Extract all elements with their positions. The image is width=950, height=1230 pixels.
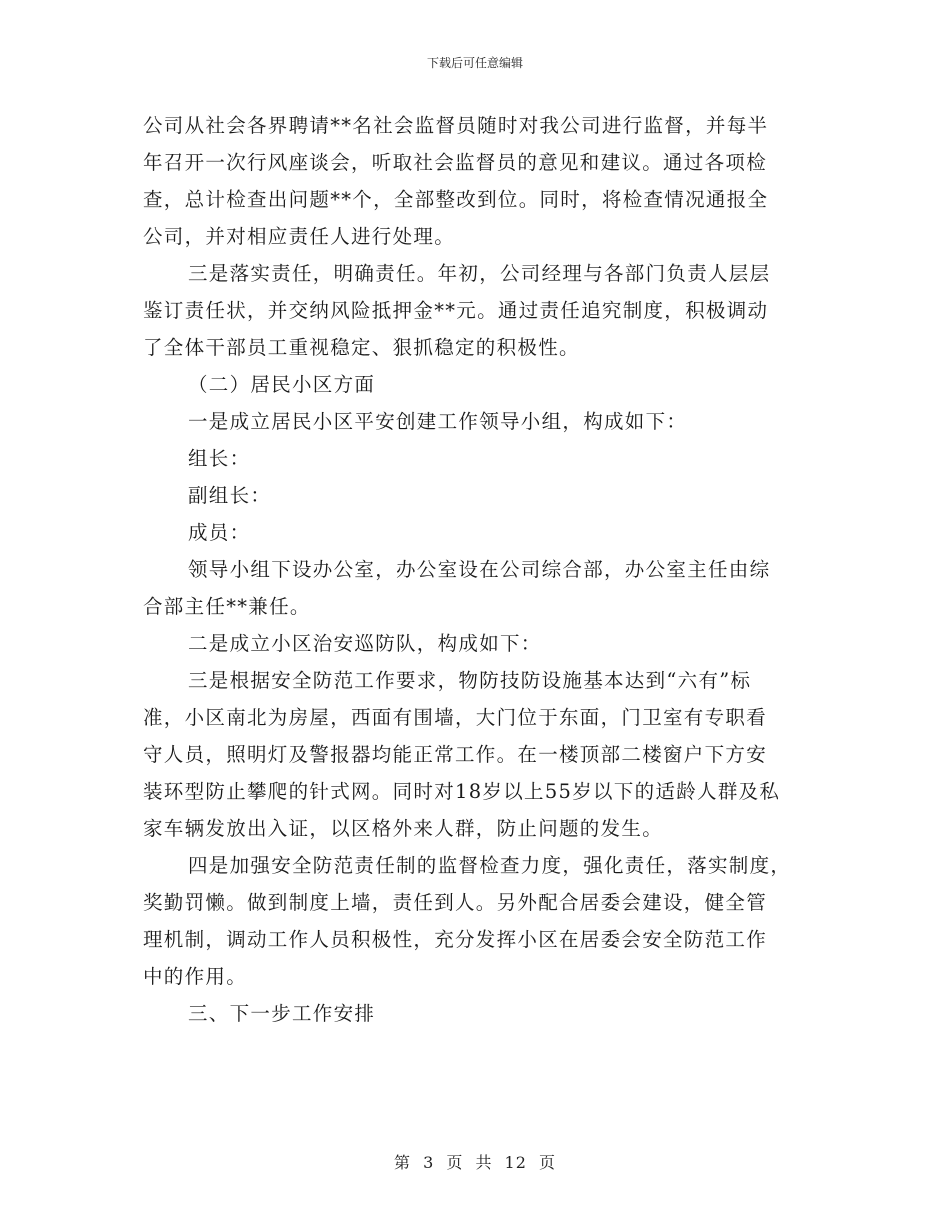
text-line: 三是根据安全防范工作要求，物防技防设施基本达到“六有”标 <box>188 669 752 692</box>
text-line: 领导小组下设办公室，办公室设在公司综合部，办公室主任由综 <box>188 558 771 581</box>
text-line: 四是加强安全防范责任制的监督检查力度，强化责任，落实制度， <box>188 854 792 877</box>
text-line: 一是成立居民小区平安创建工作领导小组，构成如下： <box>188 410 688 433</box>
text-line: 鉴订责任状，并交纳风险抵押金**元。通过责任追究制度，积极调动 <box>143 299 769 322</box>
page-header: 下载后可任意编辑 <box>426 56 523 70</box>
text-line: 三、下一步工作安排 <box>188 1002 376 1025</box>
text-line: 奖勤罚懒。做到制度上墙，责任到人。另外配合居委会建设，健全管 <box>143 891 768 914</box>
text-line: 组长： <box>188 447 251 470</box>
page-footer: 第 3 页 共 12 页 <box>394 1153 556 1172</box>
text-line: 公司从社会各界聘请**名社会监督员随时对我公司进行监督，并每半 <box>143 114 769 137</box>
text-line: 守人员，照明灯及警报器均能正常工作。在一楼顶部二楼窗户下方安 <box>143 743 768 766</box>
text-line: 了全体干部员工重视稳定、狠抓稳定的积极性。 <box>143 336 580 359</box>
text-line: 中的作用。 <box>143 965 248 988</box>
text-line: 理机制，调动工作人员积极性，充分发挥小区在居委会安全防范工作 <box>143 928 768 951</box>
text-line: 成员： <box>188 521 251 544</box>
text-line: 查，总计检查出问题**个，全部整改到位。同时，将检查情况通报全 <box>143 188 769 211</box>
text-line: 公司，并对相应责任人进行处理。 <box>143 225 456 248</box>
document-body <box>143 107 808 1032</box>
text-line: （二）居民小区方面 <box>188 373 376 396</box>
text-line: 准，小区南北为房屋，西面有围墙，大门位于东面，门卫室有专职看 <box>143 706 768 729</box>
text-line: 合部主任**兼任。 <box>143 595 311 618</box>
text-line: 装环型防止攀爬的针式网。同时对18岁以上55岁以下的适龄人群及私 <box>143 780 781 803</box>
text-line: 二是成立小区治安巡防队，构成如下： <box>188 632 542 655</box>
text-line: 副组长： <box>188 484 272 507</box>
text-line: 三是落实责任，明确责任。年初，公司经理与各部门负责人层层 <box>188 262 771 285</box>
text-line: 年召开一次行风座谈会，听取社会监督员的意见和建议。通过各项检 <box>143 151 768 174</box>
text-line: 家车辆发放出入证，以区格外来人群，防止问题的发生。 <box>143 817 664 840</box>
